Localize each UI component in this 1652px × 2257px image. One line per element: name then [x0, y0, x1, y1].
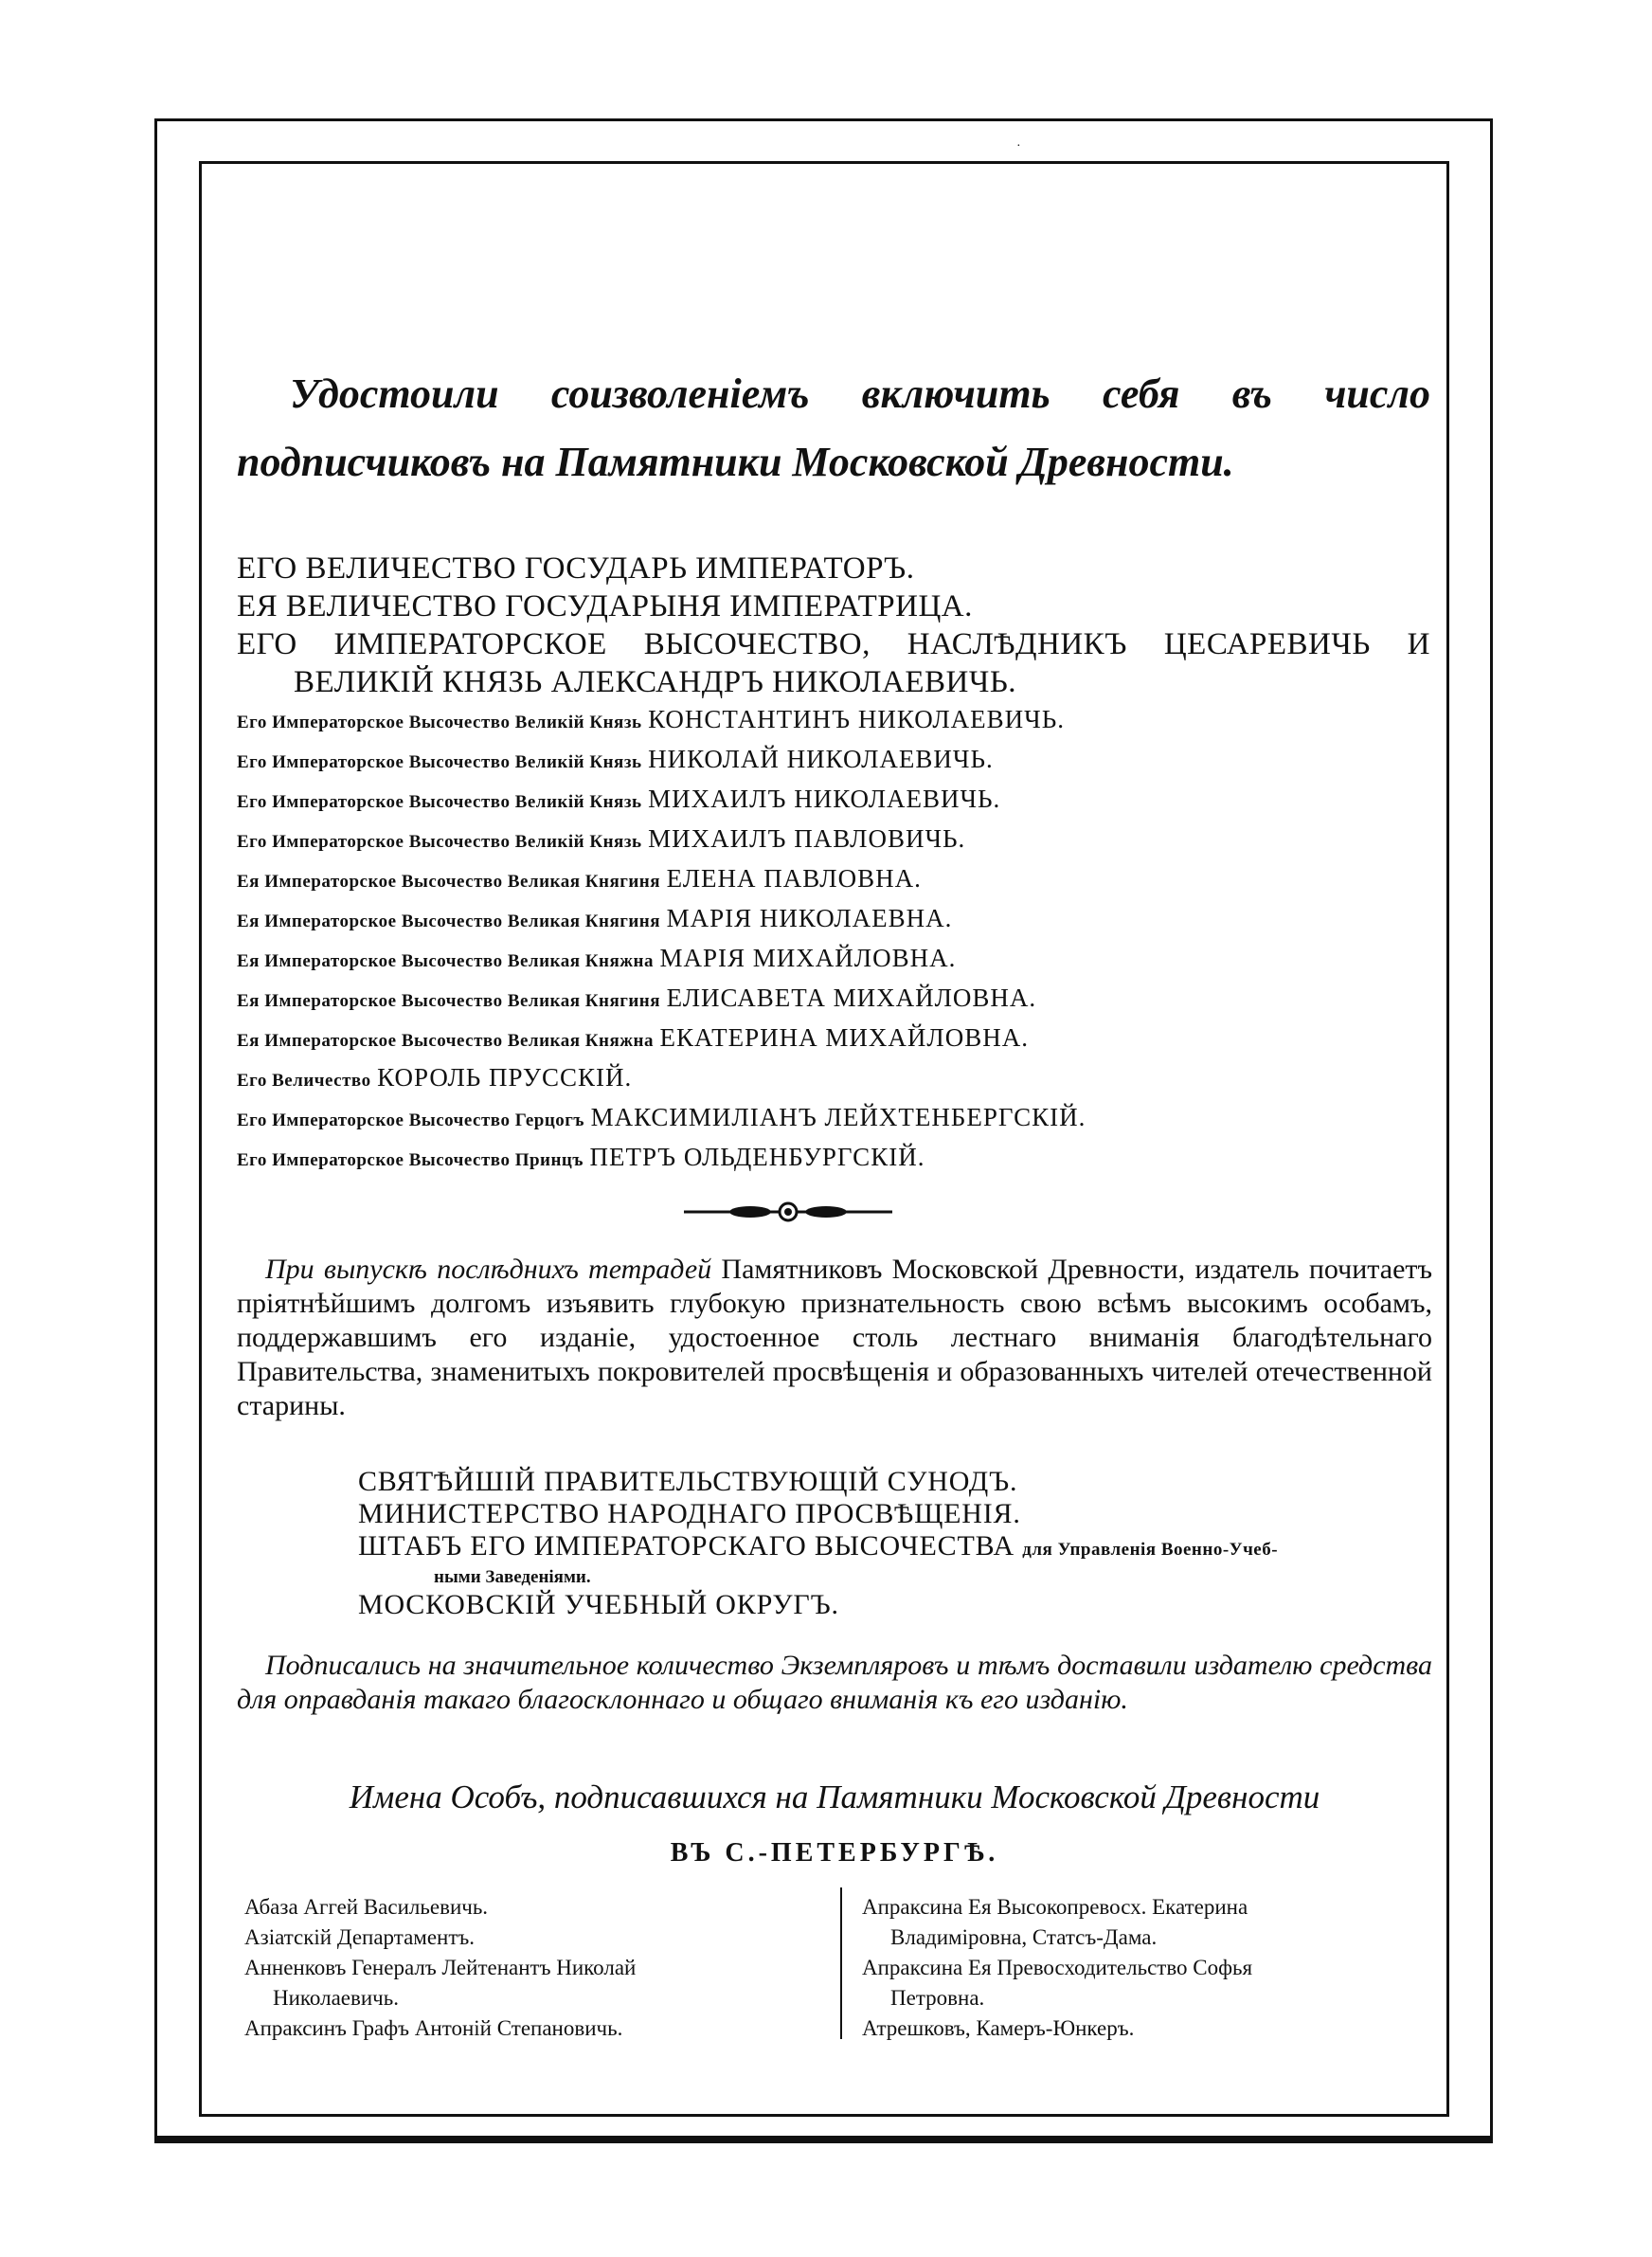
subscriber-entry: Апраксина Ея Превосходительство Софья — [862, 1956, 1253, 1979]
royal-person-title: Ея Императорское Высочество Великая Княгиня — [237, 872, 661, 892]
royal-person-name: ПЕТРЪ ОЛЬДЕНБУРГСКІЙ. — [589, 1143, 925, 1171]
royal-person-row — [237, 781, 1430, 821]
acknowledgement-paragraph — [237, 1253, 1432, 1423]
subscriber-entry: Азіатскій Департаментъ. — [244, 1925, 476, 1949]
subscriber-entry-continuation: Николаевичь. — [273, 1986, 399, 2010]
column-divider — [840, 1887, 842, 2039]
royal-person-row — [237, 1020, 1430, 1059]
city-heading: ВЪ С.-ПЕТЕРБУРГѢ. — [670, 1838, 999, 1868]
royal-person-name: ЕЛИСАВЕТА МИХАЙЛОВНА. — [666, 984, 1037, 1012]
institution-tail: для Управленія Военно-Учеб- — [1022, 1540, 1279, 1560]
royal-person-name: МАКСИМИЛІАНЪ ЛЕЙХТЕНБЕРГСКІЙ. — [590, 1103, 1086, 1131]
royal-person-title: Его Императорское Высочество Великій Князь — [237, 792, 642, 812]
title-line-1: Удостоили соизволеніемъ включить себя въ число — [290, 370, 1430, 417]
subscribers-right-column — [862, 1892, 1436, 2044]
royal-person-title: Его Императорское Высочество Принцъ — [237, 1150, 584, 1170]
royal-person-name: МАРІЯ МИХАЙЛОВНА. — [659, 944, 957, 972]
printer-mark: · — [1016, 139, 1021, 153]
royal-person-title: Его Императорское Высочество Великій Князь — [237, 752, 642, 772]
royal-person-row — [237, 741, 1430, 781]
royal-person-row — [237, 1059, 1430, 1099]
subscriber-entry-continuation: Петровна. — [890, 1986, 985, 2010]
paragraph-text: Подписались на значительное количество Экземпляровъ и тѣмъ доставили издателю средства для оправданія такаго благосклоннаго и общаго вниманія къ его изданію. — [237, 1650, 1432, 1715]
institutions-list — [358, 1466, 1430, 1621]
institution-continuation: ными Заведеніями. — [434, 1567, 591, 1587]
royal-line: ВЕЛИКІЙ КНЯЗЬ АЛЕКСАНДРЪ НИКОЛАЕВИЧЬ. — [294, 665, 1017, 699]
royal-person-name: КОРОЛЬ ПРУССКІЙ. — [377, 1063, 633, 1092]
royal-person-title: Его Императорское Высочество Великій Князь — [237, 832, 642, 852]
royal-persons-list — [237, 701, 1430, 1179]
subscriber-entry: Апраксина Ея Высокопревосх. Екатерина — [862, 1895, 1248, 1919]
subscriber-entry: Абаза Аггей Васильевичь. — [244, 1895, 489, 1919]
royal-person-name: ЕЛЕНА ПАВЛОВНА. — [666, 864, 922, 893]
royal-person-title: Его Императорское Высочество Великій Князь — [237, 713, 642, 732]
royal-person-row — [237, 701, 1430, 741]
royal-subscribers — [237, 550, 1430, 1179]
royal-person-title: Его Величество — [237, 1071, 371, 1091]
names-heading: Имена Особъ, подписавшихся на Памятники Московской Древности — [349, 1779, 1320, 1815]
subscriber-entry: Апраксинъ Графъ Антоній Степановичь. — [244, 2016, 623, 2040]
title-line-2: подписчиковъ на Памятники Московской Древности. — [237, 439, 1234, 485]
paragraph-body: Памятниковъ Московской Древности, издатель почитаетъ пріятнѣйшимъ долгомъ изъявить глубокую признательность свою всѣмъ высокимъ особамъ, поддержавшимъ его изданіе, удостоенное столь лестнаго вниманія благодѣтельнаго Правительства, знаменитыхъ покровителей просвѣщенія и образованныхъ чителей отечественной старины. — [237, 1254, 1433, 1421]
subscriber-entry: Атрешковъ, Камеръ-Юнкеръ. — [862, 2016, 1135, 2040]
institution-item: МИНИСТЕРСТВО НАРОДНАГО ПРОСВѢЩЕНІЯ. — [358, 1498, 1021, 1529]
royal-person-name: МАРІЯ НИКОЛАЕВНА. — [666, 904, 953, 932]
royal-person-title: Ея Императорское Высочество Великая Княгиня — [237, 991, 661, 1011]
royal-person-row — [237, 900, 1430, 940]
royal-line: ЕЯ ВЕЛИЧЕСТВО ГОСУДАРЫНЯ ИМПЕРАТРИЦА. — [237, 589, 973, 623]
royal-person-title: Ея Императорское Высочество Великая Княжна — [237, 951, 654, 971]
royal-person-row — [237, 1099, 1430, 1139]
royal-person-row — [237, 821, 1430, 860]
royal-person-title: Его Императорское Высочество Герцогъ — [237, 1110, 584, 1130]
royal-person-name: НИКОЛАЙ НИКОЛАЕВИЧЬ. — [648, 745, 994, 773]
subscriber-entry: Анненковъ Генералъ Лейтенантъ Николай — [244, 1956, 637, 1979]
royal-person-name: МИХАИЛЪ НИКОЛАЕВИЧЬ. — [648, 785, 1001, 813]
ornament-divider — [684, 1201, 892, 1222]
royal-person-title: Ея Императорское Высочество Великая Княжна — [237, 1031, 654, 1051]
subscription-paragraph — [237, 1649, 1432, 1717]
institution-item: СВЯТѢЙШІЙ ПРАВИТЕЛЬСТВУЮЩІЙ СУНОДЪ. — [358, 1466, 1018, 1497]
royal-person-name: МИХАИЛЪ ПАВЛОВИЧЬ. — [648, 824, 966, 853]
bottom-rule — [154, 2136, 1493, 2143]
institution-item: МОСКОВСКІЙ УЧЕБНЫЙ ОКРУГЪ. — [358, 1589, 839, 1620]
royal-line: ЕГО ВЕЛИЧЕСТВО ГОСУДАРЬ ИМПЕРАТОРЪ. — [237, 551, 915, 586]
royal-person-name: КОНСТАНТИНЪ НИКОЛАЕВИЧЬ. — [648, 705, 1065, 733]
page-title — [237, 360, 1430, 497]
institution-name: ШТАБЪ ЕГО ИМПЕРАТОРСКАГО ВЫСОЧЕСТВА — [358, 1530, 1015, 1562]
royal-person-row — [237, 940, 1430, 980]
royal-line: ЕГО ИМПЕРАТОРСКОЕ ВЫСОЧЕСТВО, НАСЛѢДНИКЪ ЦЕСАРЕВИЧЬ И — [237, 627, 1430, 661]
royal-person-name: ЕКАТЕРИНА МИХАЙЛОВНА. — [659, 1023, 1029, 1052]
paragraph-lead: При выпускѣ послѣднихъ тетрадей — [265, 1254, 712, 1285]
subscribers-left-column — [244, 1892, 822, 2044]
royal-person-row — [237, 980, 1430, 1020]
royal-person-row — [237, 1139, 1430, 1179]
subscriber-entry-continuation: Владиміровна, Статсъ-Дама. — [890, 1925, 1158, 1949]
royal-person-row — [237, 860, 1430, 900]
royal-person-title: Ея Императорское Высочество Великая Княгиня — [237, 912, 661, 931]
institution-item — [358, 1530, 1430, 1566]
